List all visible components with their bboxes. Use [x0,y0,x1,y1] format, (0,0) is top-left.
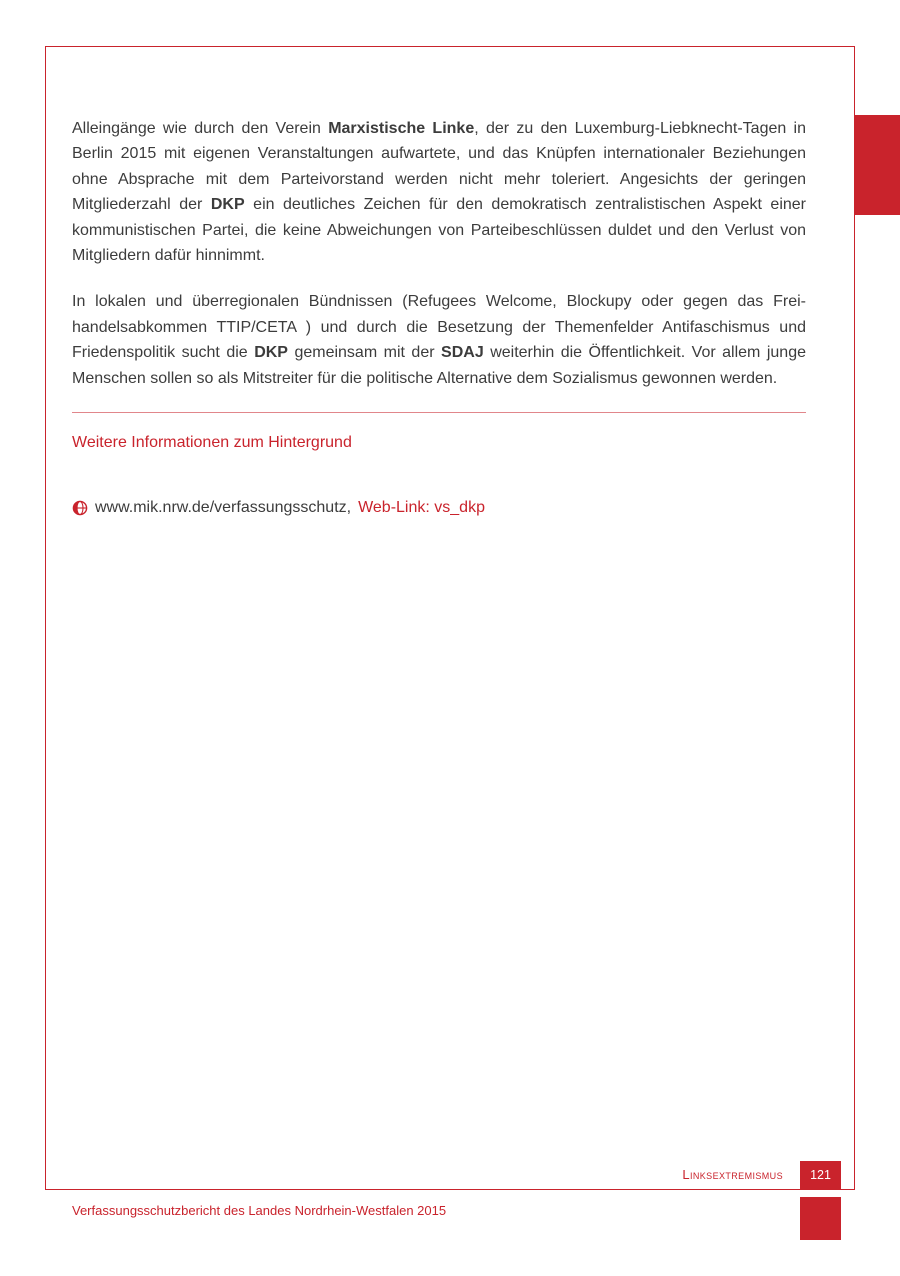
bold-term-dkp: DKP [254,344,288,362]
section-rule [72,412,806,413]
footer-source: Verfassungsschutzbericht des Landes Nordrhein-Westfalen 2015 [72,1203,447,1218]
bold-term-sdaj: SDAJ [441,344,484,362]
corner-square [800,1197,841,1240]
bold-term-dkp: DKP [210,196,245,214]
paragraph-2-text: gemeinsam mit der [287,344,442,362]
globe-icon [72,500,88,516]
paragraph-2-text: weiterhin die Öffentlichkeit. Vor allem junge Menschen sollen so als Mitstreiter für die politische Alternative dem Sozialismus gewonnen werden. [72,344,806,387]
paragraph-1-text: Alleingänge wie durch den Verein [72,120,329,137]
paragraph-1-text: ein deutliches Zeichen für den demokratisch zentralistischen Aspekt einer kommunistischen Partei, die keine Abweichungen von Parteibeschlüssen duldet und den Verlust von Mitgliedern dafür hinnimmt. [72,196,806,265]
web-link[interactable]: Web-Link: vs_dkp [358,499,485,517]
paragraph-2 [72,289,806,391]
page-content [72,116,806,520]
edge-tab [854,115,900,215]
paragraph-2-text: In lokalen und überregionalen Bündnissen (Refugees Welcome, Blockupy oder gegen das Freihandelsabkommen TTIP/CETA ) und durch die Besetzung der Themenfelder Antifaschismus und Friedenspolitik sucht die [72,293,806,362]
paragraph-1-text: , der zu den Luxemburg-Liebknecht-Tagen in Berlin 2015 mit eigenen Veranstaltungen aufwartete, und das Knüpfen internationaler Beziehungen ohne Absprache mit dem Parteivorstand werden nicht mehr toleriert. Angesichts der geringen Mitgliederzahl der [72,120,807,214]
link-url[interactable]: www.mik.nrw.de/verfassungsschutz, [95,499,352,517]
bold-term-marxistische-linke: Marxistische Linke [328,120,475,137]
footer-section-label: Linksextremismus [682,1167,783,1182]
section-heading: Weitere Informationen zum Hintergrund [72,434,352,452]
link-line [72,495,806,520]
page-number-badge: 121 [800,1161,841,1189]
paragraph-1 [72,116,806,268]
